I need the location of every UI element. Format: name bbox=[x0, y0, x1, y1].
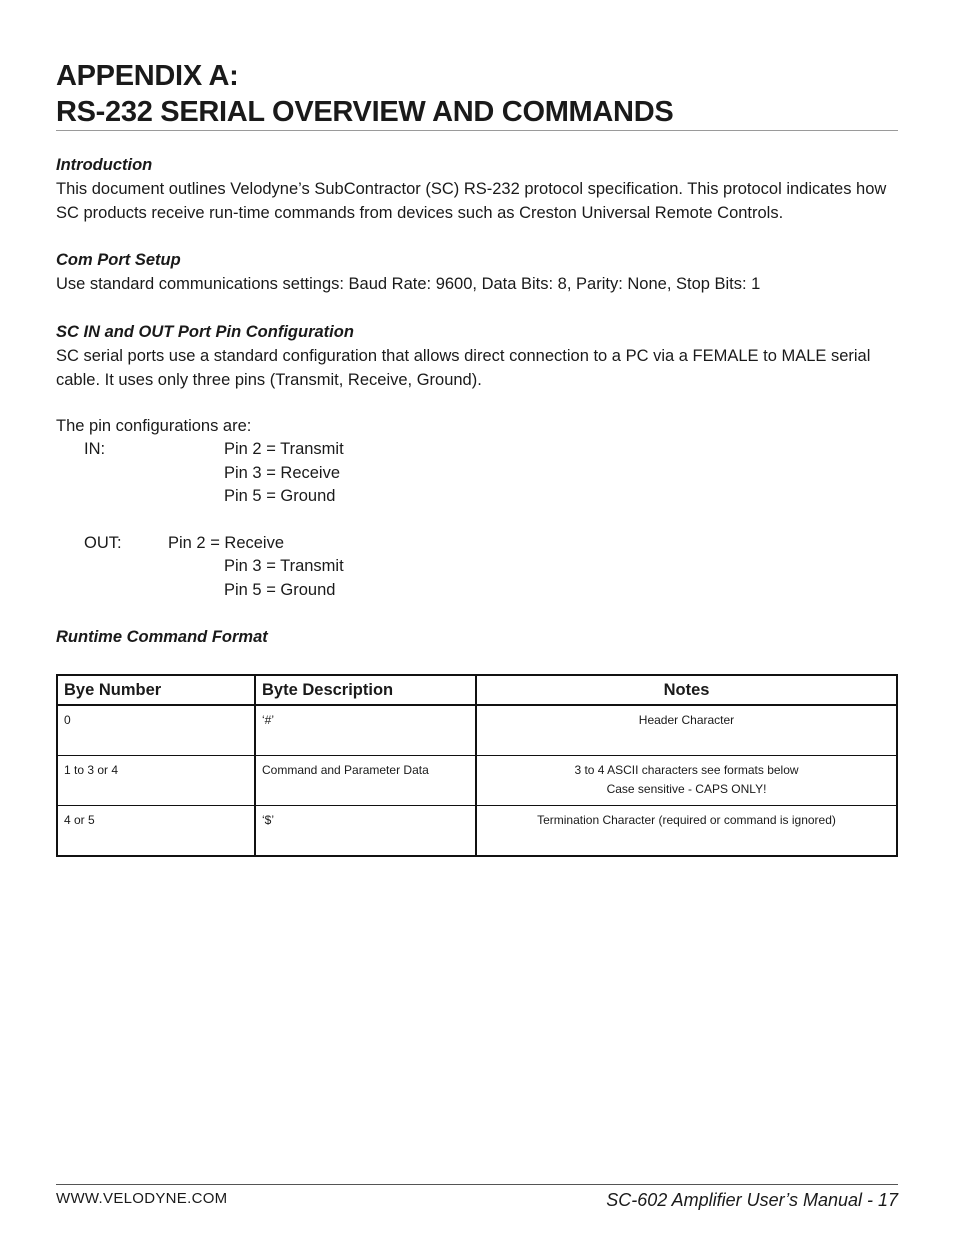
intro-text: This document outlines Velodyne’s SubContractor (SC) RS-232 protocol specification. This protocol indicates how SC products receive run-time commands from devices such as Creston Universal Remote Controls. bbox=[56, 180, 887, 222]
table-row bbox=[57, 705, 897, 756]
in-pin-item: Pin 5 = Ground bbox=[224, 487, 336, 505]
out-label: OUT: bbox=[84, 534, 122, 552]
pin-config-intro: The pin configurations are: bbox=[56, 417, 252, 435]
out-pin-item: Pin 3 = Transmit bbox=[224, 557, 344, 575]
in-pin-item: Pin 2 = Transmit bbox=[224, 440, 344, 458]
in-pin-item: Pin 3 = Receive bbox=[224, 464, 341, 482]
cell-byte-description: ‘$’ bbox=[255, 806, 476, 857]
cell-notes bbox=[476, 806, 897, 857]
table-row bbox=[57, 806, 897, 857]
column-header-notes: Notes bbox=[476, 675, 897, 705]
notes-line: Case sensitive - CAPS ONLY! bbox=[606, 782, 767, 796]
footer-page-label: SC-602 Amplifier User’s Manual - 17 bbox=[606, 1190, 898, 1210]
cell-byte-number: 1 to 3 or 4 bbox=[57, 756, 255, 806]
out-pin-item: Pin 5 = Ground bbox=[224, 581, 336, 599]
title-line-2: RS-232 SERIAL OVERVIEW AND COMMANDS bbox=[56, 96, 674, 128]
cell-notes bbox=[476, 705, 897, 756]
page-title bbox=[56, 58, 898, 131]
out-pin-item: Pin 2 = Receive bbox=[168, 534, 285, 552]
cell-byte-description: Command and Parameter Data bbox=[255, 756, 476, 806]
notes-line: Termination Character (required or command is ignored) bbox=[537, 813, 836, 827]
cell-byte-number: 0 bbox=[57, 705, 255, 756]
com-port-text: Use standard communications settings: Baud Rate: 9600, Data Bits: 8, Parity: None, Stop Bits: 1 bbox=[56, 275, 761, 293]
title-line-1: APPENDIX A: bbox=[56, 60, 239, 92]
cell-byte-number: 4 or 5 bbox=[57, 806, 255, 857]
com-port-heading: Com Port Setup bbox=[56, 251, 181, 269]
table-row bbox=[57, 756, 897, 806]
column-header-byte-number: Bye Number bbox=[57, 675, 255, 705]
footer-url[interactable]: WWW.VELODYNE.COM bbox=[56, 1190, 228, 1207]
cell-byte-description: ‘#’ bbox=[255, 705, 476, 756]
in-label: IN: bbox=[84, 440, 106, 458]
cell-notes bbox=[476, 756, 897, 806]
column-header-byte-description: Byte Description bbox=[255, 675, 476, 705]
table-header-row bbox=[57, 675, 897, 705]
intro-heading: Introduction bbox=[56, 156, 153, 174]
runtime-heading: Runtime Command Format bbox=[56, 628, 268, 646]
pin-config-text: SC serial ports use a standard configuration that allows direct connection to a PC via a FEMALE to MALE serial cable. It uses only three pins (Transmit, Receive, Ground). bbox=[56, 347, 871, 389]
notes-line: 3 to 4 ASCII characters see formats below bbox=[574, 763, 799, 777]
footer-divider bbox=[56, 1184, 898, 1185]
pin-config-heading: SC IN and OUT Port Pin Configuration bbox=[56, 323, 354, 341]
command-format-table bbox=[56, 674, 898, 857]
notes-line: Header Character bbox=[638, 713, 735, 727]
